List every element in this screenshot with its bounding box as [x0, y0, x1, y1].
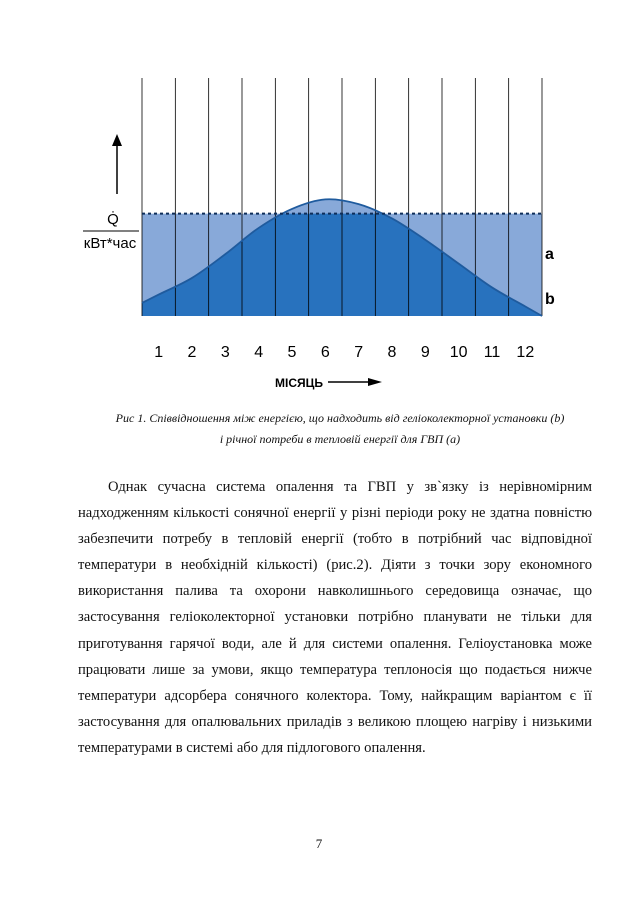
x-tick-label: 12 [516, 344, 535, 361]
series-b-label: b [545, 291, 555, 308]
x-axis-arrowhead [368, 378, 382, 386]
body-text [78, 474, 592, 761]
x-axis-label: МІСЯЦЬ [274, 376, 324, 390]
energy-chart [0, 0, 638, 400]
y-axis-label-top: Q̇ [107, 211, 119, 228]
figure-caption-line-2: і річної потреби в тепловій енергії для ГВП (а) [219, 432, 461, 446]
x-tick-label: 10 [449, 344, 468, 361]
series-a-label: a [545, 246, 554, 263]
x-tick-label: 8 [387, 344, 397, 361]
y-axis-label-bottom: кВт*час [83, 235, 137, 252]
y-axis-arrowhead [112, 134, 122, 146]
x-tick-label: 11 [483, 344, 501, 361]
x-tick-label: 2 [187, 344, 197, 361]
figure-caption-line-1: Рис 1. Співвідношення між енергією, що надходить від геліоколекторної установки (b) [115, 411, 565, 425]
body-paragraph: Однак сучасна система опалення та ГВП у зв`язку із нерівномірним надходженням кількості сонячної енергії у різні періоди року не здатна повністю забезпечити потребу в тепловій енергії (тобто в потрібний час відповідної температури в необхідній кількості) (рис.2). Діяти з точки зору економного використання палива та охорони навколишнього середовища означає, що застосування геліоколекторної установки потрібно планувати не тільки для приготування гарячої води, але й для системи опалення. Геліоустановка може працювати лише за умови, якщо температура теплоносія що подається нижче температури адсорбера сонячного колектора. Тому, найкращим варіантом є її застосування для опалювальних приладів з великою площею нагріву і низькими температурами в системі або для підлогового опалення. [78, 479, 592, 756]
x-tick-label: 3 [220, 344, 230, 361]
x-tick-label: 6 [320, 344, 330, 361]
x-tick-label: 9 [420, 344, 430, 361]
x-tick-label: 4 [254, 344, 264, 361]
x-tick-label: 7 [354, 344, 364, 361]
x-tick-label: 5 [287, 344, 297, 361]
page-number: 7 [315, 836, 323, 851]
x-tick-label: 1 [154, 344, 164, 361]
